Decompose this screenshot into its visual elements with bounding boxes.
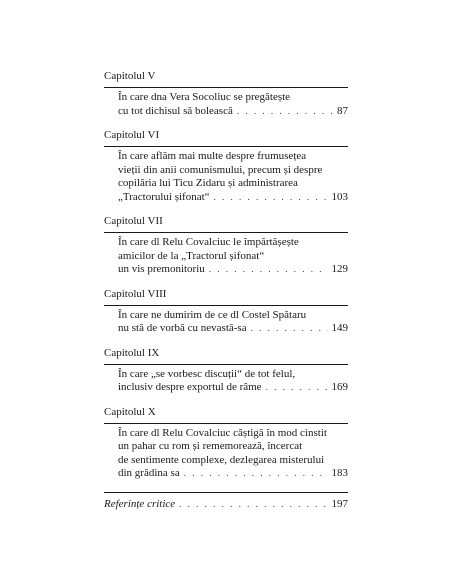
dot-leader (214, 191, 328, 205)
chapter-title: Capitolul VII (104, 215, 163, 227)
chapter-divider (104, 87, 348, 88)
chapter-entry-row (118, 191, 348, 205)
chapter-divider (104, 232, 348, 233)
chapter-line: În care „se vorbesc discuții“ de tot felul, (118, 367, 296, 380)
chapter-divider (104, 423, 348, 424)
chapter-divider (104, 364, 348, 365)
chapter-description (104, 309, 348, 336)
table-of-contents (104, 70, 348, 511)
toc-chapter-7 (104, 215, 348, 277)
chapter-description (104, 236, 348, 277)
dot-leader (184, 467, 328, 481)
chapter-title: Capitolul V (104, 70, 156, 82)
chapter-line: de sentimente complexe, dezlegarea misterului (118, 453, 325, 466)
chapter-entry-row (118, 381, 348, 395)
dot-leader (266, 381, 328, 395)
references-label: Referințe critice (104, 497, 176, 510)
toc-chapter-8 (104, 288, 348, 336)
chapter-line: În care dna Vera Socoliuc se pregătește (118, 91, 291, 103)
chapter-entry-row (118, 105, 348, 119)
chapter-title: Capitolul VI (104, 129, 160, 141)
chapter-title: Capitolul IX (104, 346, 160, 359)
page-number: 129 (331, 263, 348, 275)
chapter-divider (104, 305, 348, 306)
chapter-description (104, 91, 348, 118)
page-number: 87 (337, 104, 348, 117)
chapter-line: În care ne dumirim de ce dl Costel Spătaru (118, 308, 307, 321)
toc-chapter-6 (104, 129, 348, 204)
chapter-entry-row (118, 467, 348, 481)
chapter-line: un pahar cu rom și rememorează, încercat (118, 440, 303, 452)
chapter-line: În care dl Relu Covalciuc le împărtășește (118, 236, 299, 248)
dot-leader (251, 322, 328, 336)
page-number: 103 (331, 190, 348, 203)
chapter-line: cu tot dichisul să bolească (118, 104, 233, 117)
dot-leader (179, 497, 327, 511)
dot-leader (209, 263, 328, 277)
chapter-divider (104, 146, 348, 147)
chapter-line: un vis premonitoriu (118, 263, 205, 275)
chapter-line: În care dl Relu Covalciuc câștigă în mod cinstit (118, 426, 327, 439)
page-number: 197 (331, 497, 348, 510)
page-number: 183 (331, 467, 348, 479)
chapter-title: Capitolul X (104, 405, 156, 418)
dot-leader (237, 105, 333, 119)
chapter-title: Capitolul VIII (104, 287, 167, 300)
chapter-description (104, 427, 348, 481)
chapter-line: amicilor de la „Tractorul șifonat“ (118, 249, 265, 262)
chapter-description (104, 368, 348, 395)
chapter-description (104, 150, 348, 204)
toc-chapter-5 (104, 70, 348, 118)
chapter-line: din grădina sa (118, 467, 180, 479)
chapter-line: inclusiv despre exportul de râme (118, 381, 262, 393)
toc-references-entry (104, 492, 348, 511)
page-number: 169 (331, 381, 348, 393)
toc-chapter-9 (104, 347, 348, 395)
chapter-entry-row (118, 322, 348, 336)
chapter-line: nu stă de vorbă cu nevastă-sa (118, 322, 247, 334)
chapter-line: În care aflăm mai multe despre frumusețea (118, 150, 307, 162)
toc-chapter-10 (104, 406, 348, 481)
chapter-line: vieții din anii comunismului, precum și despre (118, 163, 323, 176)
page-number: 149 (331, 322, 348, 334)
chapter-line: „Tractorului șifonat“ (118, 190, 210, 203)
chapter-line: copilăria lui Ticu Zidaru și administrarea (118, 177, 298, 189)
chapter-entry-row (118, 263, 348, 277)
